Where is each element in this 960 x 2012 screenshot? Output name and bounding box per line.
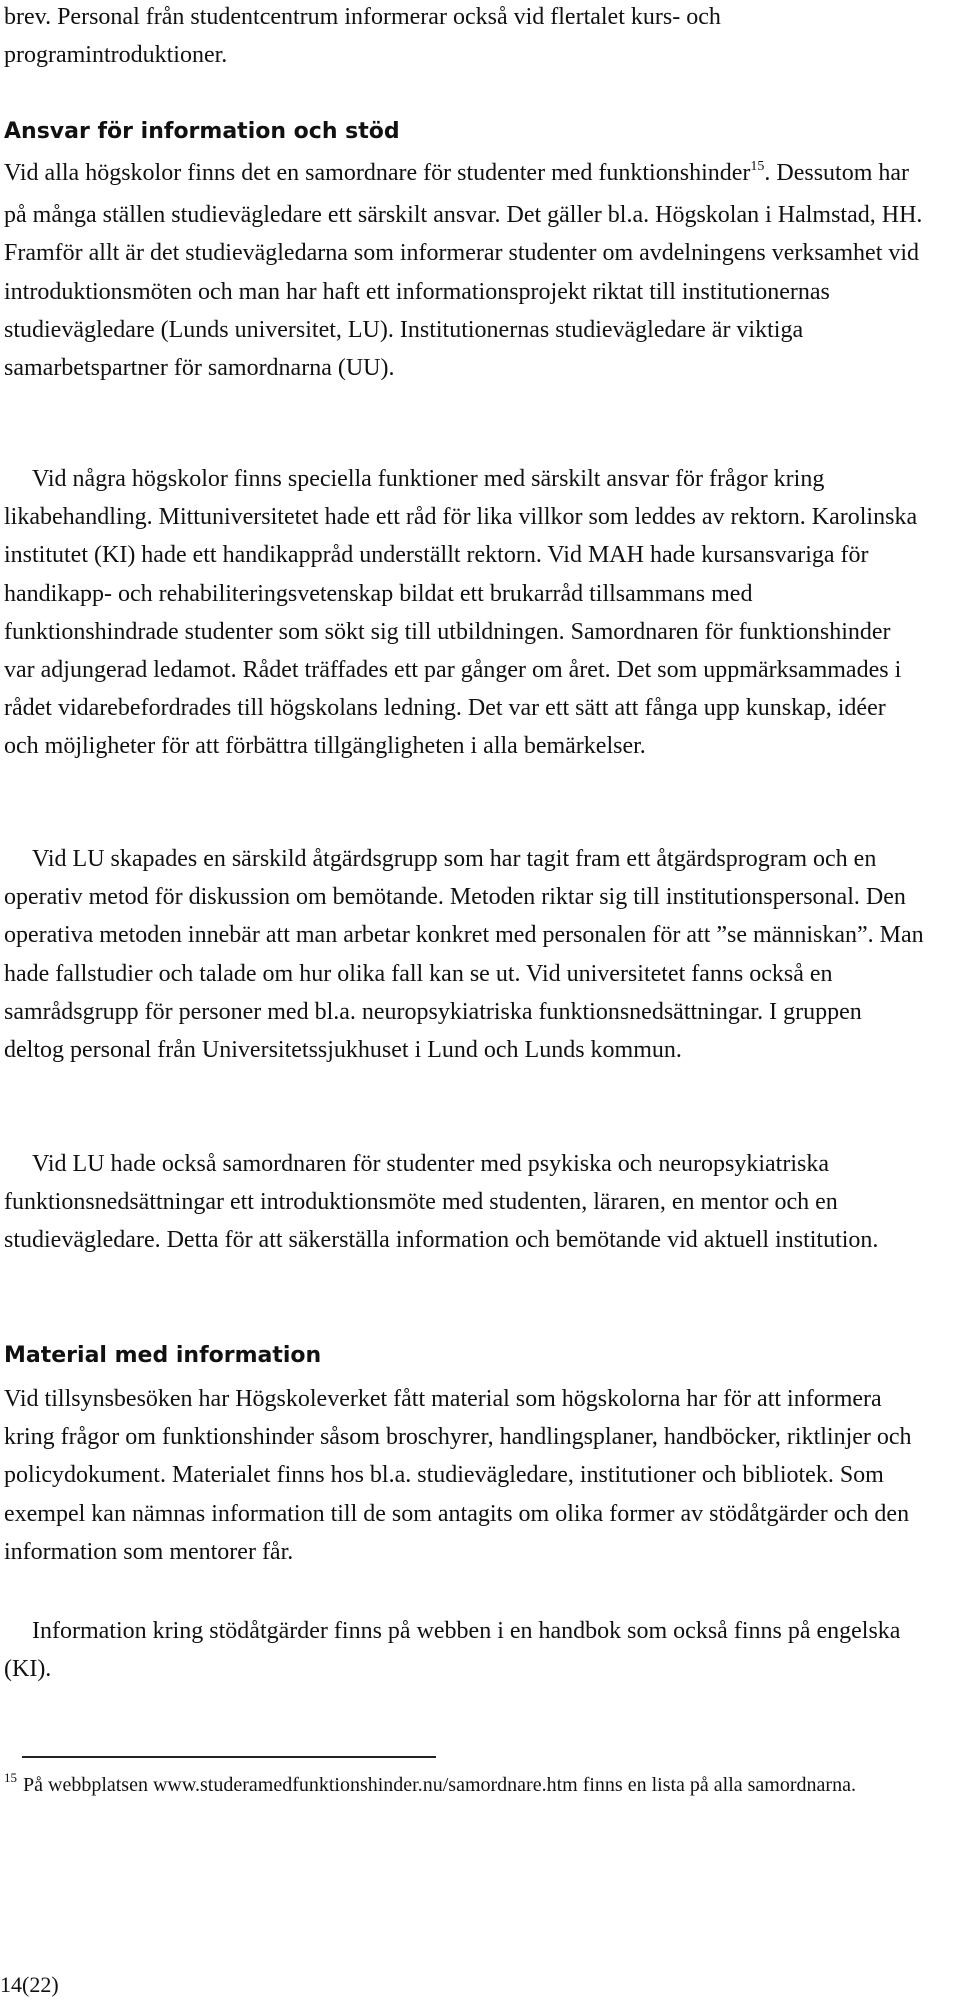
paragraph-ansvar-4: Vid LU hade också samordnaren för studenter med psykiska och neuropsykiatriska funktionsnedsättningar ett introduktionsmöte med studenten, läraren, en mentor och en studievägledare. Detta för att säkerställa information och bemötande vid aktuell institution. [4,1151,879,1254]
paragraph-text: Vid alla högskolor finns det en samordnare för studenter med funktionshinder [4,160,751,186]
footnote [4,1769,904,1803]
footnote-number: 15 [4,1770,17,1785]
paragraph-ansvar-3: Vid LU skapades en särskild åtgärdsgrupp som har tagit fram ett åtgärdsprogram och en operativ metod för diskussion om bemötande. Metoden riktar sig till institutionspersonal. Den operativa metoden innebär att man arbetar konkret med personalen för att ”se människan”. Man hade fallstudier och talade om hur olika fall kan se ut. Vid universitetet fanns också en samrådsgrupp för personer med bl.a. neuropsykiatriska funktionsnedsättningar. I gruppen deltog personal från Universitetssjukhuset i Lund och Lunds kommun. [4,846,924,1064]
section-heading-ansvar: Ansvar för information och stöd [4,119,400,144]
paragraph-material-2: Information kring stödåtgärder finns på webben i en handbok som också finns på engelska (KI). [4,1618,901,1683]
footnote-reference: 15 [750,159,765,174]
paragraph-material-1: Vid tillsynsbesöken har Högskoleverket fått material som högskolorna har för att informera kring frågor om funktionshinder såsom broschyrer, handlingsplaner, handböcker, riktlinjer och policydokument. Materialet finns hos bl.a. studievägledare, institutioner och bibliotek. Som exempel kan nämnas information till de som antagits om olika former av stödåtgärder och den information som mentorer får. [4,1386,912,1565]
page-number: 14(22) [0,1972,59,1997]
paragraph-ansvar-2: Vid några högskolor finns speciella funktioner med särskilt ansvar för frågor kring likabehandling. Mittuniversitetet hade ett råd för lika villkor som leddes av rektorn. Karolinska institutet (KI) hade ett handikappråd underställt rektorn. Vid MAH hade kursansvariga för handikapp- och rehabiliteringsvetenskap bildat ett brukarråd tillsammans med funktionshindrade studenter som sökt sig till utbildningen. Samordnaren för funktionshinder var adjungerad ledamot. Rådet träffades ett par gånger om året. Det som uppmärksammades i rådet vidarebefordrades till högskolans ledning. Det var ett sätt att fånga upp kunskap, idéer och möjligheter för att förbättra tillgängligheten i alla bemärkelser. [4,466,918,760]
top-paragraph: brev. Personal från studentcentrum informerar också vid flertalet kurs- och programintroduktioner. [4,4,721,69]
section-heading-material: Material med information [4,1343,322,1368]
paragraph-ansvar-1 [4,154,924,387]
footnote-text: På webbplatsen www.studeramedfunktionshinder.nu/samordnare.htm finns en lista på alla samordnarna. [23,1774,856,1796]
footnote-divider [22,1756,436,1758]
paragraph-text: . Dessutom har på många ställen studievägledare ett särskilt ansvar. Det gäller bl.a. Högskolan i Halmstad, HH. Framför allt är det studievägledarna som informerar studenter om avdelningens verksamhet vid introduktionsmöten och man har haft ett informationsprojekt riktat till institutionernas studievägledare (Lunds universitet, LU). Institutionernas studievägledare är viktiga samarbetspartner för samordnarna (UU). [4,160,923,382]
